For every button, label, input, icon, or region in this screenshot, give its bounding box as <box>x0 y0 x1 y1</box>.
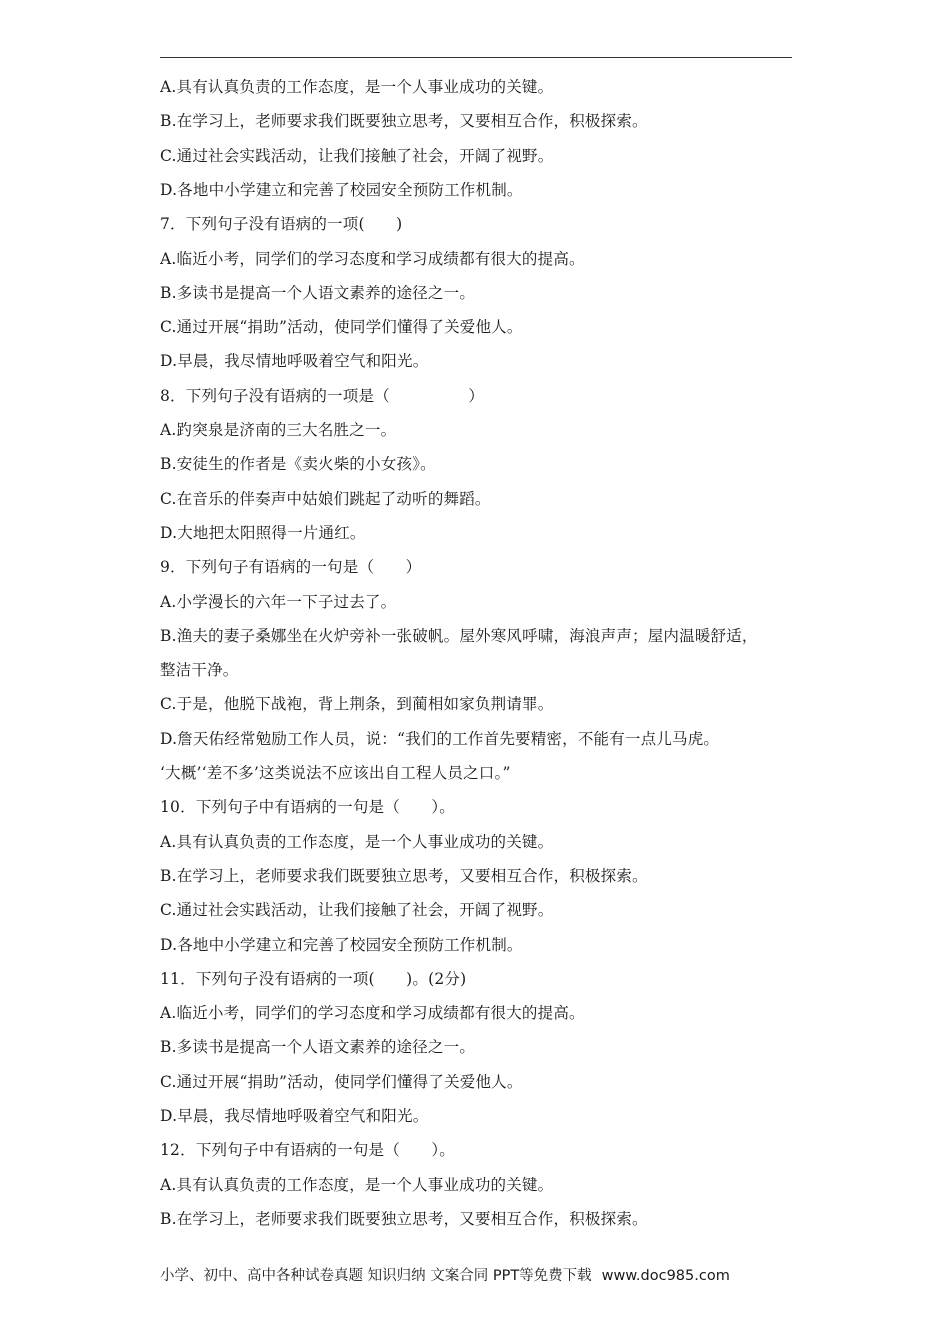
text-line: C.通过社会实践活动，让我们接触了社会，开阔了视野。 <box>160 146 554 165</box>
footer-site: www.doc985.com <box>601 1268 730 1284</box>
text-line: D.各地中小学建立和完善了校园安全预防工作机制。 <box>160 180 523 199</box>
text-line: 10．下列句子中有语病的一句是（ ）。 <box>160 798 455 817</box>
text-line: B.安徒生的作者是《卖火柴的小女孩》。 <box>160 455 436 474</box>
text-line: D.早晨，我尽情地呼吸着空气和阳光。 <box>160 1107 429 1125</box>
text-line: C.于是，他脱下战袍，背上荆条，到蔺相如家负荆请罪。 <box>160 695 554 714</box>
text-line: B.在学习上，老师要求我们既要独立思考，又要相互合作，积极探索。 <box>160 866 648 885</box>
text-line: A.趵突泉是济南的三大名胜之一。 <box>160 421 397 439</box>
text-line: ‘大概’‘差不多’这类说法不应该出自工程人员之口。” <box>160 764 511 782</box>
text-line: D.大地把太阳照得一片通红。 <box>160 523 366 542</box>
text-line: B.渔夫的妻子桑娜坐在火炉旁补一张破帆。屋外寒风呼啸，海浪声声；屋内温暖舒适， <box>160 626 758 645</box>
text-line: 7．下列句子没有语病的一项( ) <box>160 215 403 234</box>
text-line: A.临近小考，同学们的学习态度和学习成绩都有很大的提高。 <box>160 1004 585 1023</box>
text-line: 9．下列句子有语病的一句是（ ） <box>160 558 422 577</box>
text-line: D.各地中小学建立和完善了校园安全预防工作机制。 <box>160 935 523 954</box>
text-line: A.具有认真负责的工作态度，是一个人事业成功的关键。 <box>160 1175 554 1194</box>
text-line: 11．下列句子没有语病的一项( )。(2分) <box>160 969 467 988</box>
text-line: A.小学漫长的六年一下子过去了。 <box>160 592 397 611</box>
text-line: C.在音乐的伴奏声中姑娘们跳起了动听的舞蹈。 <box>160 489 491 508</box>
text-line: B.在学习上，老师要求我们既要独立思考，又要相互合作，积极探索。 <box>160 1209 648 1228</box>
text-line: D.詹天佑经常勉励工作人员，说：“我们的工作首先要精密，不能有一点儿马虎。 <box>160 729 720 748</box>
text-line: D.早晨，我尽情地呼吸着空气和阳光。 <box>160 352 429 371</box>
text-line: B.多读书是提高一个人语文素养的途径之一。 <box>160 283 476 302</box>
text-line: C.通过开展“捐助”活动，使同学们懂得了关爱他人。 <box>160 318 523 337</box>
text-line: 12．下列句子中有语病的一句是（ ）。 <box>160 1141 455 1160</box>
text-line: 8．下列句子没有语病的一项是（ ） <box>160 386 485 405</box>
text-line: A.临近小考，同学们的学习态度和学习成绩都有很大的提高。 <box>160 249 585 268</box>
text-line: B.在学习上，老师要求我们既要独立思考，又要相互合作，积极探索。 <box>160 112 648 131</box>
text-line: C.通过社会实践活动，让我们接触了社会，开阔了视野。 <box>160 901 554 920</box>
page-footer <box>160 1266 800 1286</box>
text-line: 整洁干净。 <box>160 661 239 680</box>
text-line: A.具有认真负责的工作态度，是一个人事业成功的关键。 <box>160 832 554 851</box>
text-line: B.多读书是提高一个人语文素养的途径之一。 <box>160 1038 476 1057</box>
text-line: A.具有认真负责的工作态度，是一个人事业成功的关键。 <box>160 78 554 96</box>
footer-tagline: 小学、初中、高中各种试卷真题 知识归纳 文案合同 PPT等免费下载 <box>160 1268 592 1284</box>
text-line: C.通过开展“捐助”活动，使同学们懂得了关爱他人。 <box>160 1072 523 1091</box>
